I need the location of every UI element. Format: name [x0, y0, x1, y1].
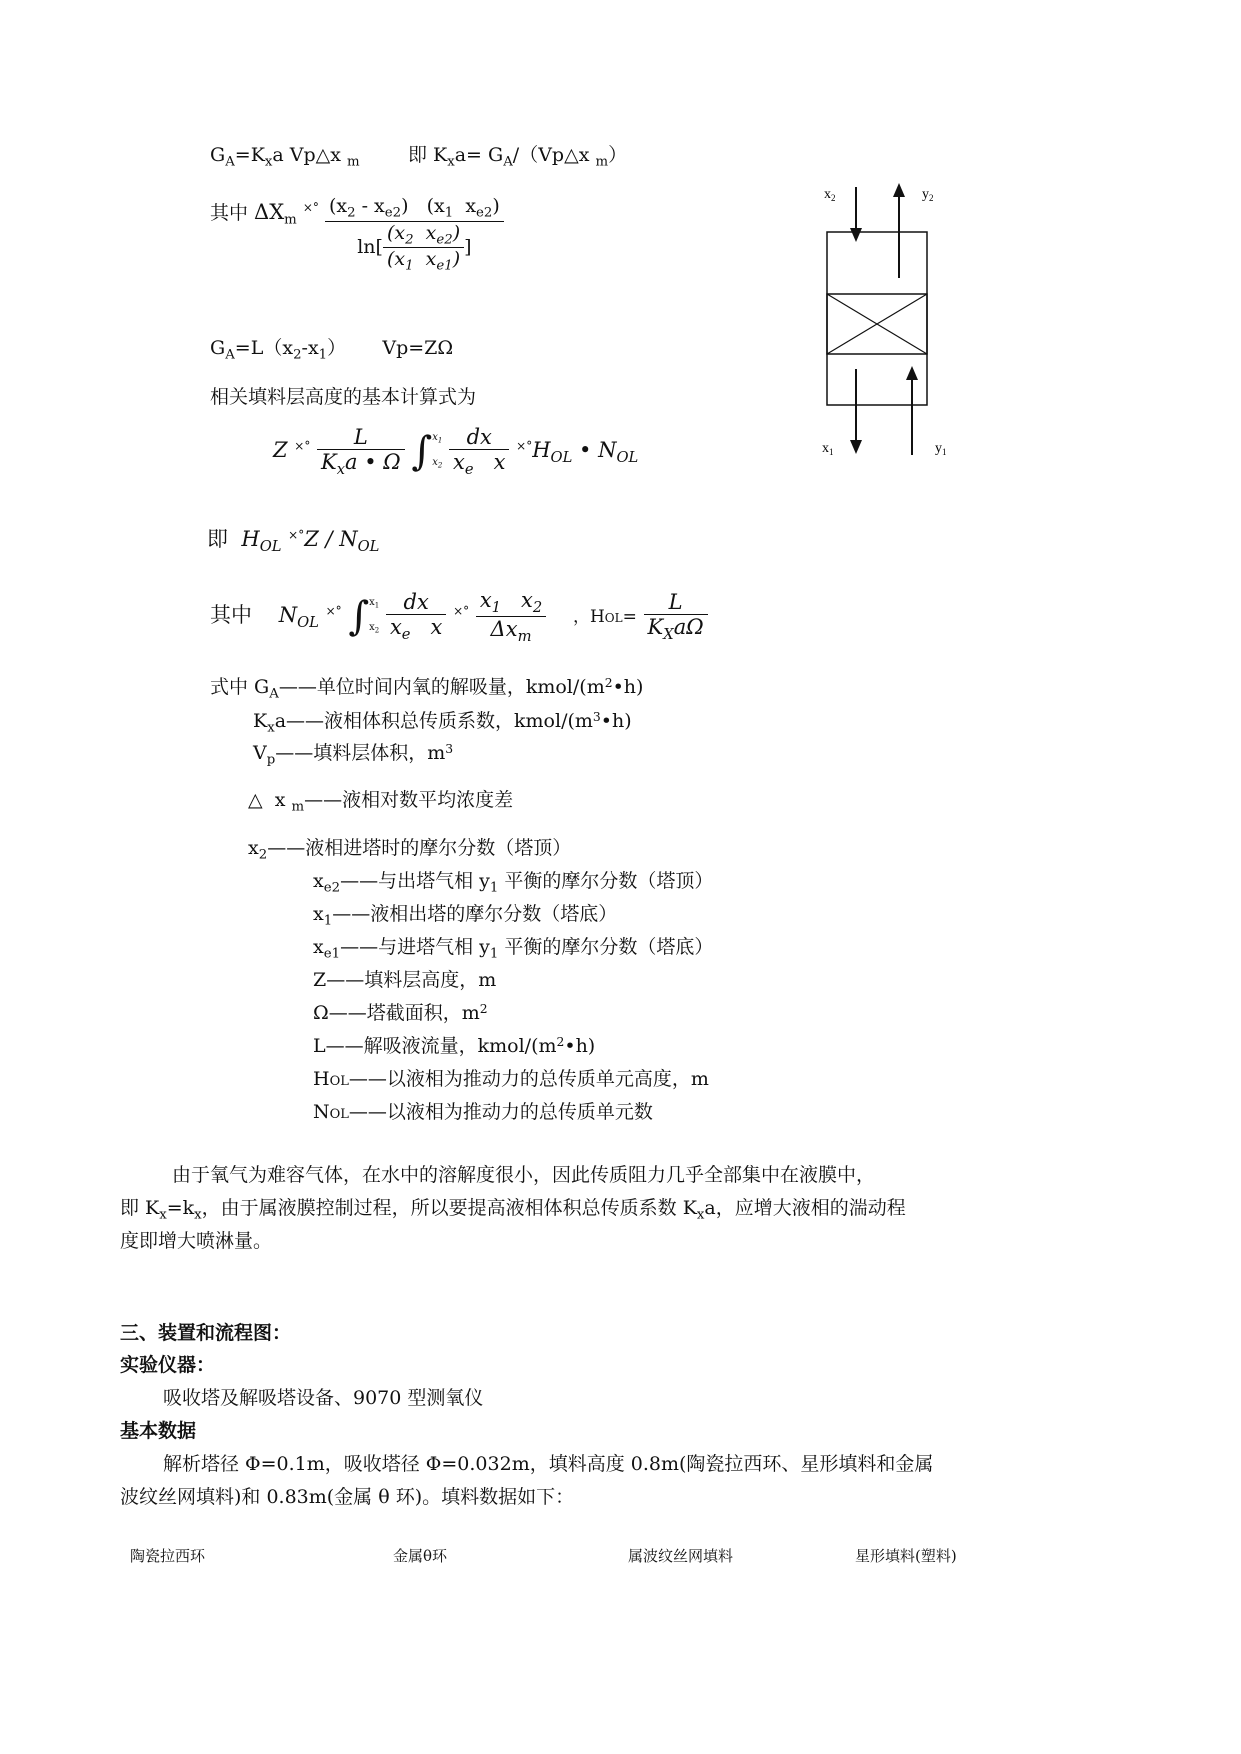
def-x2: $x_2——$液相进塔时的摩尔分数（塔顶）: [248, 837, 572, 863]
label-y2: $y_2$: [922, 187, 934, 203]
def-nol: NOL——以液相为推动力的总传质单元数: [313, 1101, 653, 1123]
paragraph-line-1: 由于氧气为难容气体，在水中的溶解度很小，因此传质阻力几乎全部集中在液膜中，: [172, 1164, 876, 1186]
ga-l-formula: $G_A=L(x_2-x_1)$ Vp=ZΩ: [210, 337, 454, 363]
paragraph-line-2: 即 $K_x=k_x$，由于属液膜控制过程，所以要提高液相体积总传质系数 $K_xa$，应增大液相的湍动程: [120, 1197, 906, 1223]
liquid-in-arrow: [850, 187, 862, 242]
def-omega: Ω——塔截面积，$m^2$: [313, 1001, 488, 1024]
paragraph-line-3: 度即增大喷淋量。: [120, 1230, 273, 1252]
hol-formula: 即 $H_{OL}$ $^{\times^\circ}Z / N_{OL}$: [207, 527, 380, 556]
def-ga: 式中 $G_A——$单位时间内氧的解吸量，kmol/$(m^2•h)$: [210, 675, 644, 702]
def-l: L——解吸液流量，kmol/$(m^2•h)$: [313, 1034, 596, 1057]
packing-label-wire-mesh: 属波纹丝网填料: [628, 1547, 734, 1565]
def-hol: HOL——以液相为推动力的总传质单元高度，m: [313, 1068, 709, 1090]
def-delta-xm: △ x $_m$——液相对数平均浓度差: [248, 789, 514, 815]
instruments-text: 吸收塔及解吸塔设备、9070 型测氧仪: [163, 1387, 484, 1409]
def-xe1: $x_{e1}——$与进塔气相 $y_1$ 平衡的摩尔分数（塔底）: [313, 936, 714, 962]
packed-column-diagram: [800, 170, 1000, 470]
ga-formula: $G_A=K_xa$ Vp△x $_m$ 即 $K_xa=$ $G_A/(Vp\triangle x$ $_m$）: [210, 144, 628, 170]
gas-in-arrow: [906, 366, 918, 455]
gas-out-arrow: [893, 183, 905, 278]
instruments-heading: 实验仪器：: [120, 1354, 216, 1376]
packing-label-ceramic: 陶瓷拉西环: [130, 1547, 206, 1565]
section-3-title: 三、装置和流程图：: [120, 1322, 292, 1344]
def-xe2: $x_{e2}——$与出塔气相 $y_1$ 平衡的摩尔分数（塔顶）: [313, 870, 714, 896]
basic-data-line-1: 解析塔径 Φ=0.1m，吸收塔径 Φ=0.032m，填料高度 0.8m(陶瓷拉西环、星形填料和金属: [163, 1453, 934, 1475]
basic-data-line-2: 波纹丝网填料)和 0.83m(金属 θ 环)。填料数据如下：: [120, 1486, 575, 1508]
label-x1: $x_1$: [822, 441, 834, 457]
z-formula: Z ×° $\frac{L}{K_xa • \Omega}$ ∫ $x_1$ $x_2$ $\frac{dx}{x_e x}$ $^{\times^\circ}H_{OL}$ • $N_{OL}$: [273, 425, 639, 479]
label-y1: $y_1$: [935, 441, 947, 457]
delta-xm-formula: 其中 $\Delta X_m$ ×° $(x_2 - x_{e2})$ ($x_1$ $x_{e2}$) ln[ $\frac{(x_2 x_{e2})}{(x_1 x_{e1})}$ ]: [210, 195, 504, 274]
basic-data-heading: 基本数据: [120, 1420, 197, 1442]
packing-label-metal-theta: 金属θ环: [393, 1547, 448, 1565]
def-kxa: $K_xa——$液相体积总传质系数，kmol/$(m^3•h)$: [253, 709, 632, 736]
nol-formula: 其中 $N_{OL}$ ×° ∫ $x_1$ $x_2$ $\frac{dx}{x_e x}$ ×° $\frac{x_1 x_2}{\Delta x_m}$ ，HOL= $\frac{L}{K_Xa\Omega}$: [210, 588, 708, 645]
liquid-out-arrow: [850, 369, 862, 454]
label-x2: $x_2$: [824, 187, 836, 203]
def-z: Z——填料层高度，m: [313, 969, 497, 991]
def-x1: $x_1——$液相出塔的摩尔分数（塔底）: [313, 903, 618, 929]
def-vp: $V_p——$填料层体积，$m^3$: [253, 741, 454, 768]
packing-label-star: 星形填料(塑料): [855, 1547, 957, 1565]
intro-height-text: 相关填料层高度的基本计算式为: [210, 386, 477, 408]
